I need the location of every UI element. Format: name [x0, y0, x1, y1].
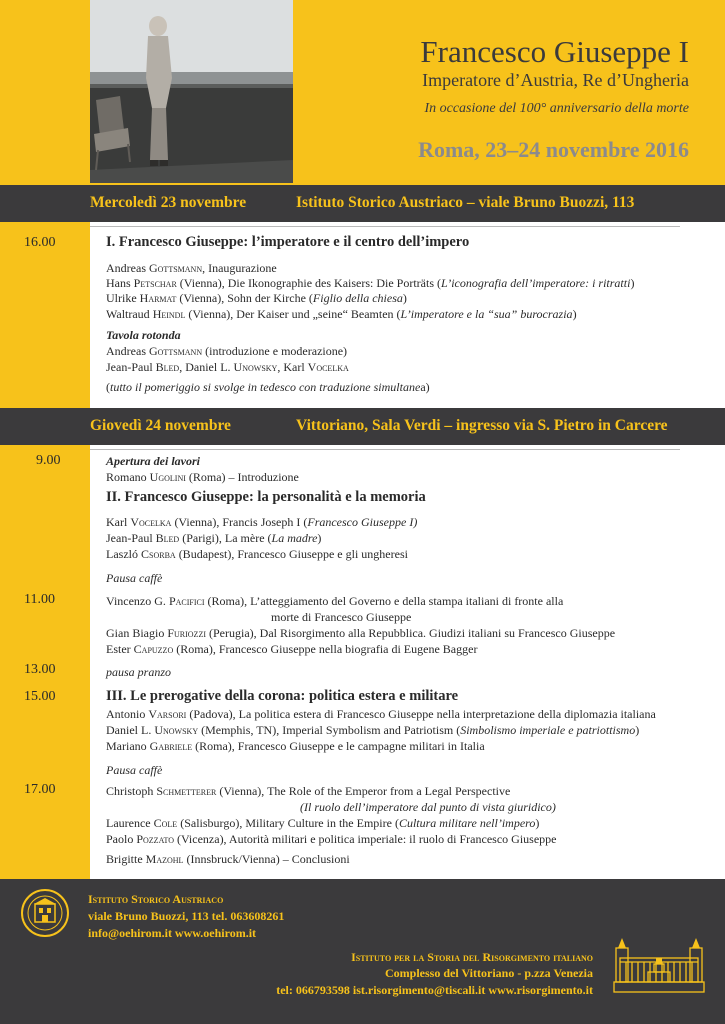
- day2-venue: Vittoriano, Sala Verdi – ingresso via S. Pietro in Carcere: [296, 417, 668, 434]
- day2-date: Giovedì 24 novembre: [90, 417, 231, 434]
- time-slot: 16.00: [24, 235, 56, 250]
- talk: Laszló Csorba (Budapest), Francesco Giuseppe e gli ungheresi: [106, 547, 408, 561]
- talk: Daniel L. Unowsky (Memphis, TN), Imperial Symbolism and Patriotism (Simbolismo imperiale e patriottismo): [106, 723, 640, 737]
- divider: [90, 449, 680, 450]
- opening-heading: Apertura dei lavori: [106, 454, 201, 468]
- session-title: II. Francesco Giuseppe: la personalità e la memoria: [106, 489, 426, 505]
- austrian-institute-address: viale Bruno Buozzi, 113 tel. 063608261: [88, 909, 285, 923]
- talk-continuation: morte di Francesco Giuseppe: [271, 610, 412, 624]
- time-slot: 11.00: [24, 592, 55, 607]
- vittoriano-monument-icon: [612, 936, 706, 994]
- austrian-institute-seal-icon: [20, 888, 70, 938]
- talk: Laurence Cole (Salisburgo), Military Culture in the Empire (Cultura militare nell’impero): [106, 816, 540, 830]
- talk: Andreas Gottsmann, Inaugurazione: [106, 261, 277, 275]
- risorgimento-institute-name: Istituto per la Storia del Risorgimento italiano: [351, 950, 593, 964]
- risorgimento-institute-contact[interactable]: tel: 066793598 ist.risorgimento@tiscali.it www.risorgimento.it: [276, 983, 593, 997]
- austrian-institute-name: Istituto Storico Austriaco: [88, 892, 224, 906]
- event-dates: Roma, 23–24 novembre 2016: [418, 137, 689, 162]
- risorgimento-institute-address: Complesso del Vittoriano - p.zza Venezia: [385, 966, 593, 980]
- talk: Waltraud Heindl (Vienna), Der Kaiser und „seine“ Beamten (L’imperatore e la “sua” burocrazia): [106, 307, 577, 321]
- talk: Vincenzo G. Pacifici (Roma), L’atteggiamento del Governo e della stampa italiani di fronte alla: [106, 594, 564, 608]
- day1-band: [0, 185, 725, 222]
- round-table-heading: Tavola rotonda: [106, 328, 181, 342]
- talk: Jean-Paul Bled, Daniel L. Unowsky, Karl Vocelka: [106, 360, 349, 374]
- coffee-break: Pausa caffè: [106, 763, 163, 777]
- talk: Romano Ugolini (Roma) – Introduzione: [106, 470, 299, 484]
- talk: Mariano Gabriele (Roma), Francesco Giuseppe e le campagne militari in Italia: [106, 739, 485, 753]
- session-title: I. Francesco Giuseppe: l’imperatore e il centro dell’impero: [106, 234, 470, 250]
- poster-title: Francesco Giuseppe I: [420, 34, 689, 69]
- austrian-institute-web[interactable]: info@oehirom.it www.oehirom.it: [88, 926, 257, 940]
- talk: Ester Capuzzo (Roma), Francesco Giuseppe nella biografia di Eugene Bagger: [106, 642, 478, 656]
- talk: Jean-Paul Bled (Parigi), La mère (La madre): [106, 531, 322, 545]
- poster-subtitle: Imperatore d’Austria, Re d’Ungheria: [422, 70, 689, 90]
- session-title: III. Le prerogative della corona: politica estera e militare: [106, 688, 459, 704]
- talk: Paolo Pozzato (Vicenza), Autorità militari e politica imperiale: il ruolo di Francesco Giuseppe: [106, 832, 557, 846]
- time-slot: 15.00: [24, 689, 56, 704]
- talk: Karl Vocelka (Vienna), Francis Joseph I (Francesco Giuseppe I): [106, 515, 418, 529]
- day1-date: Mercoledì 23 novembre: [90, 194, 247, 211]
- talk: Christoph Schmetterer (Vienna), The Role of the Emperor from a Legal Perspective: [106, 784, 511, 798]
- talk: Andreas Gottsmann (introduzione e moderazione): [106, 344, 348, 358]
- divider: [90, 226, 680, 227]
- talk: Ulrike Harmat (Vienna), Sohn der Kirche (Figlio della chiesa): [106, 291, 407, 305]
- lunch-break: pausa pranzo: [106, 665, 172, 679]
- day2-band: [0, 408, 725, 445]
- talk: Brigitte Mazohl (Innsbruck/Vienna) – Conclusioni: [106, 852, 350, 866]
- emperor-photograph: [90, 0, 293, 183]
- talk-translation: (Il ruolo dell’imperatore dal punto di vista giuridico): [300, 800, 556, 814]
- talk: Gian Biagio Furiozzi (Perugia), Dal Risorgimento alla Repubblica. Giudizi italiani su Francesco Giuseppe: [106, 626, 616, 640]
- talk: Hans Petschar (Vienna), Die Ikonographie des Kaisers: Die Porträts (L’iconografia dell’imperatore: i ritratti): [106, 276, 635, 290]
- day1-venue: Istituto Storico Austriaco – viale Bruno Buozzi, 113: [296, 194, 635, 211]
- time-slot: 9.00: [36, 453, 61, 468]
- talk: Antonio Varsori (Padova), La politica estera di Francesco Giuseppe nella interpretazione della diplomazia italiana: [106, 707, 656, 721]
- time-slot: 17.00: [24, 782, 56, 797]
- translation-note: (tutto il pomeriggio si svolge in tedesco con traduzione simultanea): [106, 380, 430, 394]
- anniversary-note: In occasione del 100° anniversario della morte: [424, 101, 689, 116]
- time-slot: 13.00: [24, 662, 56, 677]
- coffee-break: Pausa caffè: [106, 571, 163, 585]
